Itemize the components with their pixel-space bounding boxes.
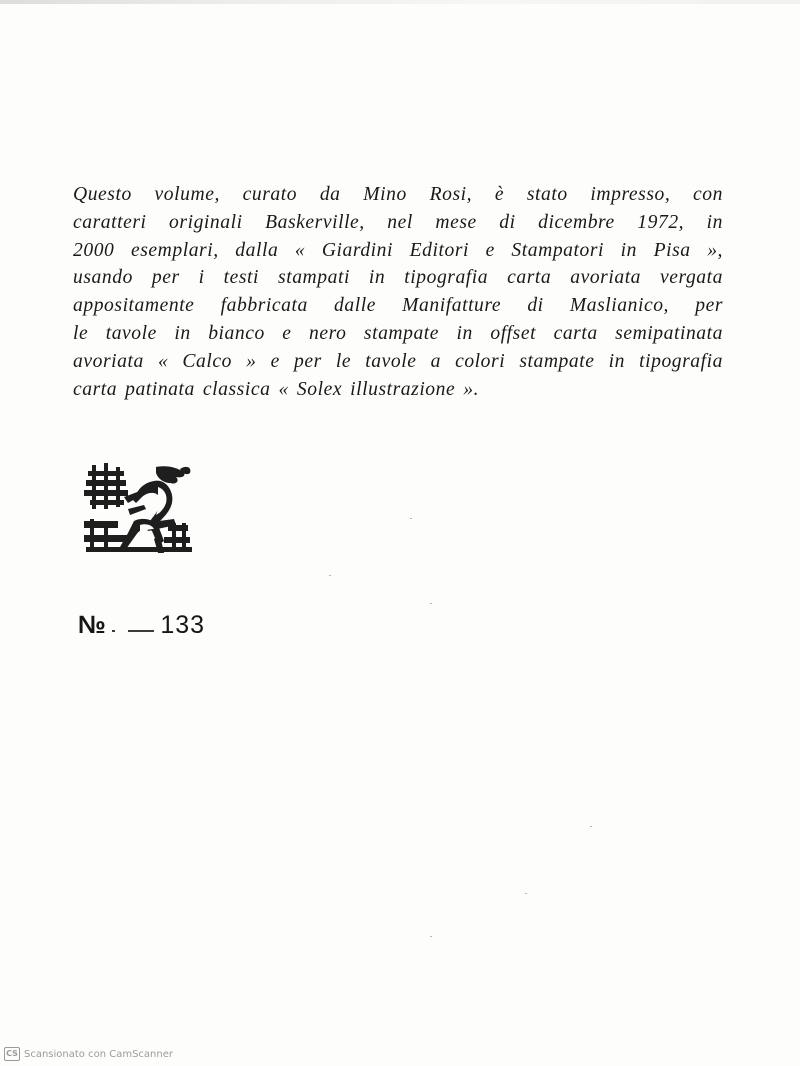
paper-speck xyxy=(410,518,412,519)
colophon-text xyxy=(73,181,723,403)
colophon-line: 2000 esemplari, dalla « Giardini Editori e Stampatori in Pisa », xyxy=(73,239,723,261)
scan-top-edge xyxy=(0,0,800,4)
colophon-line: appositamente fabbricata dalle Manifatture di Maslianico, per xyxy=(73,295,723,317)
paper-speck xyxy=(430,936,432,937)
colophon-line: caratteri originali Baskerville, nel mese di dicembre 1972, in xyxy=(73,211,723,233)
paper-speck xyxy=(590,826,592,827)
colophon-line: usando per i testi stampati in tipografia carta avoriata vergata xyxy=(73,267,723,289)
camscanner-logo-icon: CS xyxy=(4,1047,20,1061)
copy-number-blank-line xyxy=(106,611,156,633)
colophon-line: avoriata « Calco » e per le tavole a colori stampate in tipografia xyxy=(73,350,723,372)
colophon-line: carta patinata classica « Solex illustrazione ». xyxy=(73,378,480,400)
scanner-watermark xyxy=(4,1047,173,1061)
paper-speck xyxy=(329,575,331,576)
copy-number-value: 133 xyxy=(160,611,206,639)
colophon-line: le tavole in bianco e nero stampate in offset carta semipatinata xyxy=(73,322,723,344)
printer-device-icon xyxy=(84,463,194,558)
colophon-line: Questo volume, curato da Mino Rosi, è stato impresso, con xyxy=(73,184,723,205)
copy-number xyxy=(78,611,205,640)
scanner-watermark-text: Scansionato con CamScanner xyxy=(24,1048,173,1060)
paper-speck xyxy=(430,603,432,604)
copy-number-prefix: № xyxy=(78,611,107,639)
paper-speck xyxy=(525,893,527,894)
